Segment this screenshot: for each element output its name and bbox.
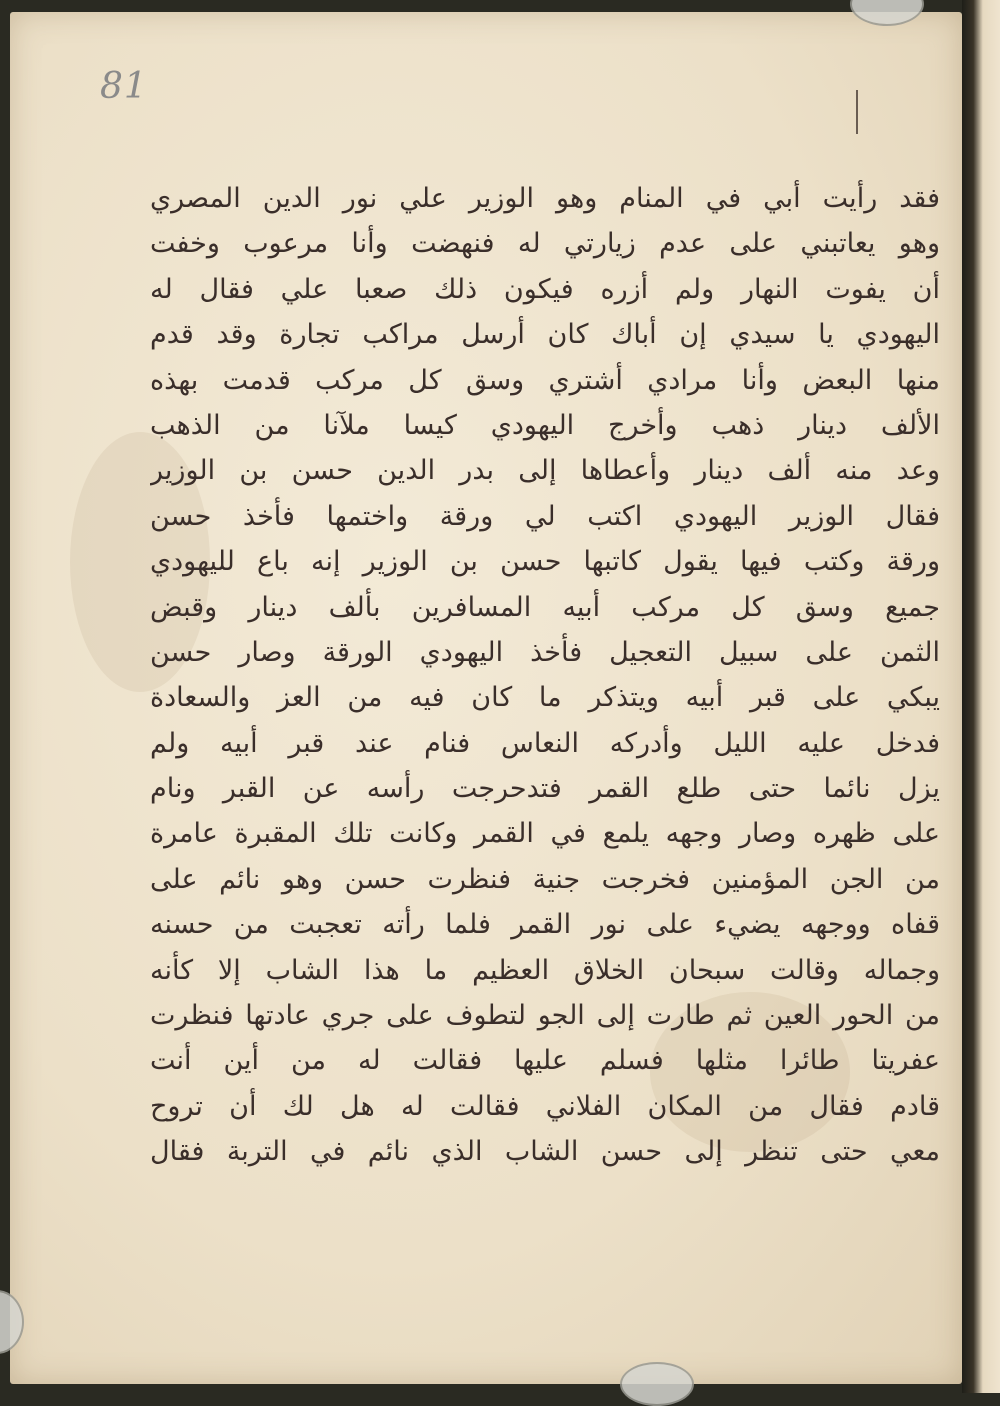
page-number: 81	[100, 66, 148, 107]
text-line: الثمن على سبيل التعجيل فأخذ اليهودي الورقة وصار حسن	[150, 636, 940, 668]
text-line: ورقة وكتب فيها يقول كاتبها حسن بن الوزير إنه باع لليهودي	[150, 546, 940, 578]
text-line: أن يفوت النهار ولم أزره فيكون ذلك صعبا علي فقال له	[150, 273, 940, 305]
text-line: قفاه ووجهه يضيء على نور القمر فلما رأته تعجبت من حسنه	[150, 909, 940, 941]
text-line: وجماله وقالت سبحان الخلاق العظيم ما هذا الشاب إلا كأنه	[150, 954, 940, 986]
text-line: جميع وسق كل مركب أبيه المسافرين بألف دينار وقبض	[150, 591, 940, 623]
text-line: من الحور العين ثم طارت إلى الجو لتطوف على جري عادتها فنظرت	[150, 1000, 940, 1032]
text-line: الألف دينار ذهب وأخرج اليهودي كيسا ملآنا من الذهب	[150, 409, 940, 441]
text-line: فدخل عليه الليل وأدركه النعاس فنام عند قبر أبيه ولم	[150, 727, 940, 759]
text-line: وهو يعاتبني على عدم زيارتي له فنهضت وأنا مرعوب وخفت	[150, 228, 940, 260]
text-line: يزل نائما حتى طلع القمر فتدحرجت رأسه عن القبر ونام	[150, 773, 940, 805]
page-clip	[620, 1362, 694, 1406]
text-line: من الجن المؤمنين فخرجت جنية فنظرت حسن وهو نائم على	[150, 863, 940, 895]
text-line: عفريتا طائرا مثلها فسلم عليها فقالت له من أين أنت	[150, 1045, 940, 1077]
text-line: فقال الوزير اليهودي اكتب لي ورقة واختمها فأخذ حسن	[150, 500, 940, 532]
text-line: وعد منه ألف دينار وأعطاها إلى بدر الدين حسن بن الوزير	[150, 455, 940, 487]
text-line: منها البعض وأنا مرادي أشتري وسق كل مركب قدمت بهذه	[150, 364, 940, 396]
manuscript-text	[150, 176, 940, 1175]
text-line: فقد رأيت أبي في المنام وهو الوزير علي نور الدين المصري	[150, 183, 940, 214]
text-line: قادم فقال من المكان الفلاني فقالت له هل لك أن تروح	[150, 1090, 940, 1122]
margin-mark	[856, 90, 858, 134]
text-line: اليهودي يا سيدي إن أباك كان أرسل مراكب تجارة وقد قدم	[150, 319, 940, 351]
book-spine	[962, 0, 1000, 1393]
text-line: على ظهره وصار وجهه يلمع في القمر وكانت تلك المقبرة عامرة	[150, 818, 940, 850]
text-line: يبكي على قبر أبيه ويتذكر ما كان فيه من العز والسعادة	[150, 682, 940, 714]
text-line: معي حتى تنظر إلى حسن الشاب الذي نائم في التربة فقال	[150, 1136, 940, 1168]
